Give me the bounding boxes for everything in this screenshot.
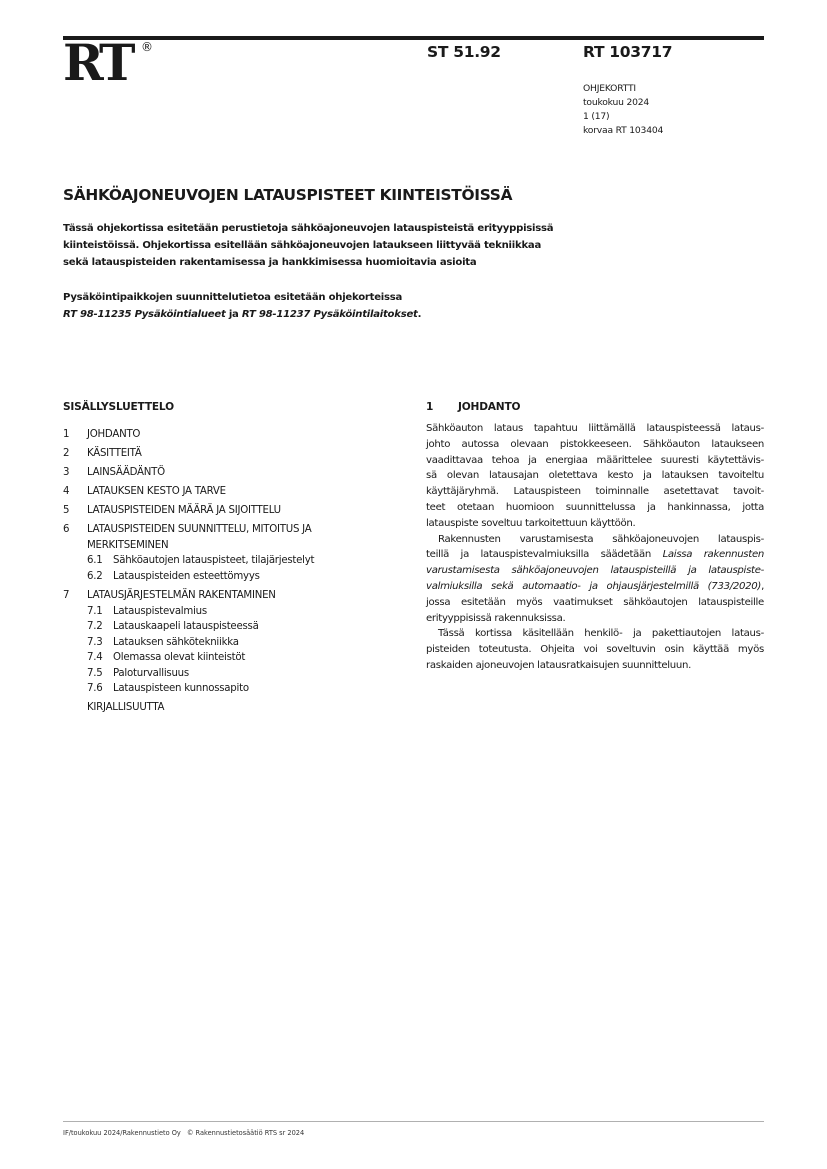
st-code: ST 51.92 xyxy=(427,43,501,61)
toc-subitem[interactable] xyxy=(87,666,393,682)
law-reference: Laissa rakennusten xyxy=(662,549,764,561)
parking-refs xyxy=(63,306,421,323)
toc-label: LATAUKSEN KESTO JA TARVE xyxy=(87,486,226,498)
parking-reference xyxy=(63,289,421,323)
toc-heading: SISÄLLYSLUETTELO xyxy=(63,401,174,413)
toc-item[interactable] xyxy=(63,446,393,462)
toc-subitem[interactable] xyxy=(87,619,393,635)
toc-subitem[interactable] xyxy=(87,604,393,620)
toc-label: Latauspisteiden esteettömyys xyxy=(113,570,260,582)
toc-number: 7.4 xyxy=(87,652,103,664)
registered-mark: ® xyxy=(141,40,153,54)
toc-number: 6.1 xyxy=(87,555,103,567)
doc-date: toukokuu 2024 xyxy=(583,97,650,108)
section-introduction xyxy=(426,399,764,674)
toc-number: 5 xyxy=(63,505,70,517)
ref-connector: ja xyxy=(225,309,242,320)
toc-number: 7 xyxy=(63,590,70,602)
top-rule xyxy=(63,36,764,40)
toc-number: 4 xyxy=(63,486,70,498)
toc-label: LATAUSJÄRJESTELMÄN RAKENTAMINEN xyxy=(87,590,276,602)
paragraph-1 xyxy=(426,421,764,532)
toc-label: LAINSÄÄDÄNTÖ xyxy=(87,467,165,479)
replaces-note: korvaa RT 103404 xyxy=(583,125,664,136)
text-line: latauspiste soveltuu tarkoitettuun käyttöön. xyxy=(426,517,636,529)
toc-literature[interactable]: KIRJALLISUUTTA xyxy=(87,702,165,714)
lead-line: Tässä ohjekortissa esitetään perustietoja sähköajoneuvojen latauspisteistä erityyppisissä xyxy=(63,223,554,234)
text-plain: , xyxy=(761,580,764,592)
toc-item[interactable] xyxy=(63,588,393,604)
text-plain: teillä ja latauspistevalmiuksilla säädetään xyxy=(426,549,663,561)
toc-label: LATAUSPISTEIDEN MÄÄRÄ JA SIJOITTELU xyxy=(87,505,281,517)
parking-line: Pysäköintipaikkojen suunnittelutietoa esitetään ohjekorteissa xyxy=(63,292,403,303)
toc-label: Sähköautojen latauspisteet, tilajärjestelyt xyxy=(113,555,315,567)
toc-label: Latauspisteen kunnossapito xyxy=(113,683,249,695)
text-line: sä olevan latausajan oletettava kesto ja latauksen tavoiteltu xyxy=(426,470,764,482)
lead-paragraph xyxy=(63,220,603,271)
document-title: SÄHKÖAJONEUVOJEN LATAUSPISTEET KIINTEISTÖISSÄ xyxy=(63,186,513,204)
toc-subitems-6 xyxy=(63,553,393,584)
text-line: käyttäjäryhmä. Latauspisteen toiminnalle asetettavat tavoit- xyxy=(426,486,764,498)
toc-number: 7.3 xyxy=(87,636,103,648)
section-title: JOHDANTO xyxy=(458,401,521,413)
toc-number: 2 xyxy=(63,448,70,460)
toc-subitem[interactable] xyxy=(87,650,393,666)
toc-label: KÄSITTEITÄ xyxy=(87,448,142,460)
paragraph-3 xyxy=(426,626,764,673)
toc-label: Latauksen sähkötekniikka xyxy=(113,636,239,648)
lead-line: sekä latauspisteiden rakentamisessa ja hankkimisessa huomioitavia asioita xyxy=(63,257,477,268)
toc-number: 3 xyxy=(63,467,70,479)
text-line: Tässä kortissa käsitellään henkilö- ja pakettiautojen lataus- xyxy=(438,628,764,640)
page-footer xyxy=(63,1128,304,1138)
text-line: jossa esitetään myös vaatimukset sähköautojen latauspisteille xyxy=(426,596,764,608)
toc-item[interactable] xyxy=(63,465,393,481)
ref-parking-areas[interactable]: RT 98-11235 Pysäköintialueet xyxy=(63,309,226,320)
text-line xyxy=(426,547,764,563)
ref-parking-facilities[interactable]: RT 98-11237 Pysäköintilaitokset xyxy=(241,309,418,320)
toc-label: Latauskaapeli latauspisteessä xyxy=(113,621,259,633)
section-number: 1 xyxy=(426,401,434,413)
toc-label: LATAUSPISTEIDEN SUUNNITTELU, MITOITUS JA MERKITSEMINEN xyxy=(87,524,312,551)
toc-number: 7.1 xyxy=(87,605,103,617)
rt-code: RT 103717 xyxy=(583,43,673,61)
toc-item[interactable] xyxy=(63,427,393,443)
text-line: raskaiden ajoneuvojen latausratkaisujen suunnitteluun. xyxy=(426,659,692,671)
toc-subitem[interactable] xyxy=(87,681,393,697)
text-line: pisteiden toteutusta. Ohjeita voi soveltuvin osin käyttää myös xyxy=(426,644,764,656)
toc-item[interactable] xyxy=(63,484,393,500)
law-reference: varustamisesta sähköajoneuvojen latauspisteillä ja latauspiste- xyxy=(426,565,764,577)
footer-copyright: © Rakennustietosäätiö RTS sr 2024 xyxy=(186,1129,305,1137)
text-line xyxy=(426,563,764,579)
toc-number: 7.2 xyxy=(87,621,103,633)
toc-number: 7.5 xyxy=(87,667,103,679)
toc-subitems-7 xyxy=(63,604,393,697)
toc-subitem[interactable] xyxy=(87,553,393,569)
ref-end: . xyxy=(417,309,422,320)
toc-number: 6.2 xyxy=(87,570,103,582)
section-heading xyxy=(426,399,764,415)
rt-logo: RT xyxy=(63,33,132,92)
table-of-contents xyxy=(63,399,393,716)
text-line: Rakennusten varustamisesta sähköajoneuvojen latauspis- xyxy=(438,533,764,545)
document-meta xyxy=(583,82,663,138)
toc-label: Paloturvallisuus xyxy=(113,667,189,679)
text-line: Sähköauton lataus tapahtuu liittämällä latauspisteessä lataus- xyxy=(426,423,764,434)
page-number: 1 (17) xyxy=(583,111,610,122)
toc-subitem[interactable] xyxy=(87,569,393,585)
toc-item[interactable] xyxy=(63,522,393,553)
toc-number: 6 xyxy=(63,524,70,536)
footer-publisher: IF/toukokuu 2024/Rakennustieto Oy xyxy=(63,1129,181,1137)
text-line: teet otetaan huomioon suunnittelussa ja hankinnassa, jotta xyxy=(426,501,764,513)
text-line: erityyppisissä rakennuksissa. xyxy=(426,612,566,624)
toc-item[interactable] xyxy=(63,503,393,519)
lead-line: kiinteistöissä. Ohjekortissa esitellään sähköajoneuvojen lataukseen liittyvää tekniikkaa xyxy=(63,240,542,251)
paragraph-2 xyxy=(426,532,764,627)
toc-label: Latauspistevalmius xyxy=(113,605,207,617)
footer-rule xyxy=(63,1121,764,1122)
toc-number: 7.6 xyxy=(87,683,103,695)
text-line xyxy=(426,579,764,595)
doc-type: OHJEKORTTI xyxy=(583,83,636,94)
toc-label: JOHDANTO xyxy=(87,429,141,440)
text-line: vaadittavaa tehoa ja energiaa määrittelee suuresti käytettävis- xyxy=(426,454,764,466)
toc-subitem[interactable] xyxy=(87,635,393,651)
law-reference: valmiuksilla sekä automaatio- ja ohjausjärjestelmillä (733/2020) xyxy=(426,580,762,592)
toc-label: Olemassa olevat kiinteistöt xyxy=(113,652,246,664)
toc-number: 1 xyxy=(63,429,70,440)
text-line: johto autossa olevaan pistokkeeseen. Sähköauton lataukseen xyxy=(426,438,764,450)
